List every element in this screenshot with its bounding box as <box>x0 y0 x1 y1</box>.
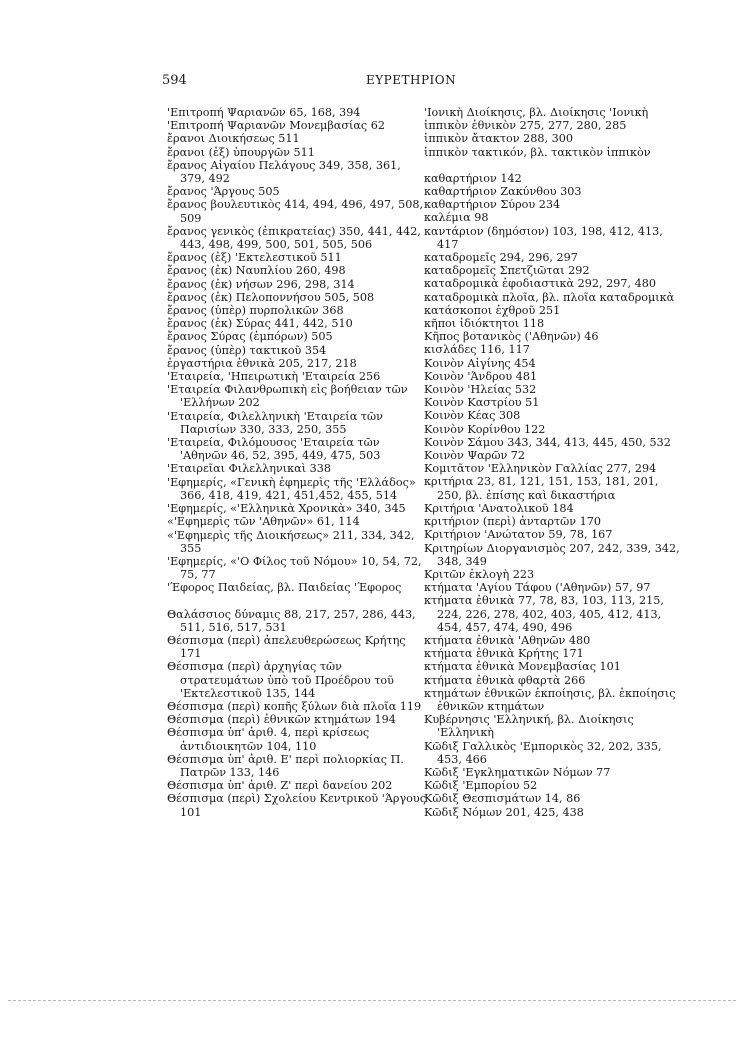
index-entry: 'Εταιρεῖαι Φιλελληνικαὶ 338 <box>167 462 331 476</box>
index-entry: κισλάδες 116, 117 <box>424 343 530 357</box>
index-entry: Κῶδιξ 'Εγκληματικῶν Νόμων 77 <box>424 765 611 779</box>
index-entry: ἔρανοι (ἐξ) ὑπουργῶν 511 <box>167 145 315 159</box>
index-entry: ἔρανος (ἐκ) Πελοποννήσου 505, 508 <box>167 290 375 304</box>
index-entry: καντάριον (δημόσιον) 103, 198, 412, 413, 417 <box>424 224 663 251</box>
index-entry: καλέμια 98 <box>424 211 489 225</box>
index-entry: κτήματα ἐθνικὰ 'Αθηνῶν 480 <box>424 633 591 647</box>
index-entry: κῆποι ἰδιόκτητοι 118 <box>424 317 545 331</box>
index-entry: καθαρτήριον 142 <box>424 171 522 185</box>
index-entry: Κοινὸν Σάμου 343, 344, 413, 445, 450, 532 <box>424 435 671 449</box>
index-entry: Θέσπισμα ὑπ' ἀριθ. Ζ' περὶ δανείου 202 <box>167 779 393 793</box>
index-entry: ἔρανος (ἐκ) Σύρας 441, 442, 510 <box>167 317 353 331</box>
index-entry: κτήματα ἐθνικὰ Μονεμβασίας 101 <box>424 660 621 674</box>
index-entry: Θέσπισμα (περὶ) Σχολείου Κεντρικοῦ 'Άργους 101 <box>167 792 426 819</box>
index-section-gap <box>167 595 429 608</box>
index-entry: Κοινὸν Κέας 308 <box>424 409 521 423</box>
index-entry: κριτήρια 23, 81, 121, 151, 153, 181, 201, 250, βλ. ἐπίσης καὶ δικαστήρια <box>424 475 659 502</box>
index-entry: κατάσκοποι ἐχθροῦ 251 <box>424 303 561 317</box>
index-entry: Θέσπισμα ὑπ' ἀριθ. Ε' περὶ πολιορκίας Π. Πατρῶν 133, 146 <box>167 752 404 779</box>
index-entry: Κῆπος βοτανικὸς ('Αθηνῶν) 46 <box>424 330 599 344</box>
index-entry: ἔρανος Αἰγαίου Πελάγους 349, 358, 361, 379, 492 <box>167 158 401 186</box>
index-entry: Κοινὸν Ψαρῶν 72 <box>424 449 526 463</box>
index-entry: Κῶδιξ 'Εμπορίου 52 <box>424 779 538 793</box>
index-entry: ἔρανος βουλευτικὸς 414, 494, 496, 497, 508, 509 <box>167 198 424 225</box>
index-entry: καταδρομεῖς 294, 296, 297 <box>424 251 578 265</box>
index-entry: Κριτήρια 'Ανατολικοῦ 184 <box>424 501 574 515</box>
index-entry: ἱππικὸν τακτικόν, βλ. τακτικὸν ἱππικὸν <box>424 145 651 159</box>
index-entry: κτήματα ἐθνικὰ Κρήτης 171 <box>424 647 584 661</box>
index-entry: 'Εφημερίς, «Γενικὴ ἐφημερὶς τῆς 'Ελλάδος» 366, 418, 419, 421, 451,452, 455, 514 <box>167 475 416 502</box>
index-entry: Κῶδιξ Θεσπισμάτων 14, 86 <box>424 792 581 806</box>
index-entry: ἔρανος (ἐκ) νήσων 296, 298, 314 <box>167 277 355 291</box>
index-entry: καταδρομεῖς Σπετζιῶται 292 <box>424 264 590 278</box>
index-entry: Θέσπισμα (περὶ) ἀπελευθερώσεως Κρήτης 171 <box>167 633 406 661</box>
index-entry: καταδρομικὰ ἐφοδιαστικὰ 292, 297, 480 <box>424 277 656 291</box>
index-entry: «'Εφημερὶς τῆς Διοικήσεως» 211, 334, 342, 355 <box>167 528 415 555</box>
index-entry: κριτήριον (περὶ) ἀνταρτῶν 170 <box>424 515 602 529</box>
index-entry: Κομιτᾶτον 'Ελληνικὸν Γαλλίας 277, 294 <box>424 462 657 476</box>
page-bottom-rule <box>8 1000 736 1001</box>
index-entry: Θέσπισμα (περὶ) κοπῆς ξύλων διὰ πλοῖα 119 <box>167 699 422 713</box>
index-entry: Κοινὸν Κορίνθου 122 <box>424 422 546 436</box>
index-entry: Κοινὸν Καστρίου 51 <box>424 396 540 410</box>
index-entry: 'Έφορος Παιδείας, βλ. Παιδείας 'Έφορος <box>167 581 402 595</box>
index-entry: 'Επιτροπή Ψαριανῶν 65, 168, 394 <box>167 106 361 119</box>
page-number: 594 <box>162 73 187 88</box>
running-head-title: ΕΥΡΕΤΗΡΙΟΝ <box>366 73 457 87</box>
index-entry: 'Εταιρεία, 'Ηπειρωτικὴ 'Εταιρεία 256 <box>167 370 381 384</box>
index-entry: 'Εφημερίς, «'Ο Φίλος τοῦ Νόμου» 10, 54, 72, 75, 77 <box>167 554 422 582</box>
index-entry: ἔρανος Σύρας (ἐμπόρων) 505 <box>167 330 333 344</box>
index-section-gap <box>424 159 686 172</box>
index-entry: καθαρτήριον Σύρου 234 <box>424 198 561 212</box>
index-entry: ἱππικὸν ἐθνικὸν 275, 277, 280, 285 <box>424 119 627 133</box>
index-entry: ἔρανος (ἐκ) Ναυπλίου 260, 498 <box>167 264 346 278</box>
index-entry: «'Εφημερὶς τῶν 'Αθηνῶν» 61, 114 <box>167 515 360 529</box>
index-entry: κτημάτων ἐθνικῶν ἐκποίησις, βλ. ἐκποίησις ἐθνικῶν κτημάτων <box>424 686 676 713</box>
index-entry: 'Επιτροπή Ψαριανῶν Μονεμβασίας 62 <box>167 119 385 133</box>
index-entry: κτήματα 'Αγίου Τάφου ('Αθηνῶν) 57, 97 <box>424 581 651 595</box>
index-entry: Θέσπισμα (περὶ) ἐθνικῶν κτημάτων 194 <box>167 713 396 727</box>
index-entry: ἔρανος (ἐξ) 'Εκτελεστικοῦ 511 <box>167 251 342 265</box>
index-entry: ἔρανος γενικὸς (ἐπικρατείας) 350, 441, 442, 443, 498, 499, 500, 501, 505, 506 <box>167 224 421 252</box>
index-entry: 'Εφημερίς, «'Ελληνικὰ Χρονικὰ» 340, 345 <box>167 502 406 516</box>
index-entry: κτήματα ἐθνικὰ 77, 78, 83, 103, 113, 215, 224, 226, 278, 402, 403, 405, 412, 413, 454, 457, 474, 490, 496 <box>424 594 664 634</box>
index-entry: καταδρομικὰ πλοῖα, βλ. πλοῖα καταδρομικὰ <box>424 290 675 304</box>
index-entry: ἔρανος (ὑπὲρ) πυρπολικῶν 368 <box>167 304 344 318</box>
index-entry: ἐργαστήρια ἐθνικὰ 205, 217, 218 <box>167 356 357 370</box>
index-entry: Κριτηρίων Διοργανισμὸς 207, 242, 339, 342, 348, 349 <box>424 541 680 568</box>
index-entry: 'Ιονικὴ Διοίκησις, βλ. Διοίκησις 'Ιονικὴ <box>424 106 649 119</box>
index-entry: Θέσπισμα ὑπ' ἀριθ. 4, περὶ κρίσεως ἀντιδιοικητῶν 104, 110 <box>167 726 370 753</box>
index-entry: Κυβέρνησις 'Ελληνική, βλ. Διοίκησις 'Ελληνικὴ <box>424 713 634 740</box>
index-entry: Κῶδιξ Νόμων 201, 425, 438 <box>424 805 584 819</box>
index-entry: 'Εταιρεία, Φιλόμουσος 'Εταιρεία τῶν 'Αθηνῶν 46, 52, 395, 449, 475, 503 <box>167 436 381 463</box>
index-entry: κτήματα ἐθνικὰ φθαρτὰ 266 <box>424 673 586 687</box>
index-entry: Κοινὸν Αἰγίνης 454 <box>424 356 536 370</box>
index-column-right <box>424 106 686 819</box>
index-entry: ἔρανοι Διοικήσεως 511 <box>167 132 300 146</box>
index-entry: ἔρανος (ὑπὲρ) τακτικοῦ 354 <box>167 343 327 357</box>
index-entry: Κριτήριον 'Ανώτατον 59, 78, 167 <box>424 528 613 542</box>
index-entry: Θαλάσσιος δύναμις 88, 217, 257, 286, 443, 511, 516, 517, 531 <box>167 607 416 634</box>
index-entry: Κοινὸν 'Ηλείας 532 <box>424 383 537 397</box>
index-column-left <box>167 106 429 819</box>
index-entry: Κῶδιξ Γαλλικὸς 'Εμπορικὸς 32, 202, 335, 453, 466 <box>424 739 662 766</box>
index-entry: ἱππικὸν ἄτακτον 288, 300 <box>424 132 573 146</box>
index-entry: Κριτῶν ἐκλογὴ 223 <box>424 567 535 581</box>
index-entry: ἔρανος 'Άργους 505 <box>167 185 280 199</box>
index-entry: Θέσπισμα (περὶ) ἀρχηγίας τῶν στρατευμάτων ὑπὸ τοῦ Προέδρου τοῦ 'Εκτελεστικοῦ 135, 144 <box>167 660 394 700</box>
index-entry: Κοινὸν 'Άνδρου 481 <box>424 369 538 383</box>
index-entry: 'Εταιρεία, Φιλελληνικὴ 'Εταιρεία τῶν Παρισίων 330, 333, 250, 355 <box>167 409 383 436</box>
index-entry: καθαρτήριον Ζακύνθου 303 <box>424 185 582 199</box>
index-entry: 'Εταιρεία Φιλανθρωπικὴ εἰς βοήθειαν τῶν 'Ελλήνων 202 <box>167 383 408 410</box>
